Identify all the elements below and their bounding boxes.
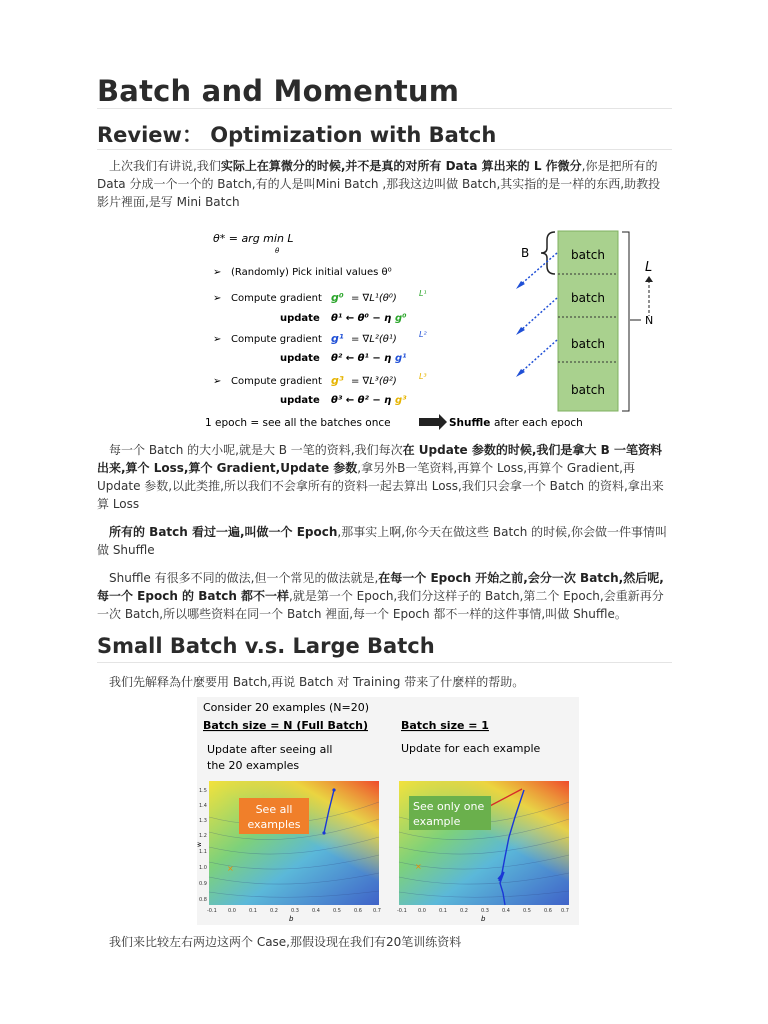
right-xticks — [397, 908, 569, 914]
svg-text:1.2: 1.2 — [199, 833, 207, 839]
bullet-arrow-icon: ➢ — [213, 293, 222, 304]
batch-label-1: batch — [571, 248, 605, 262]
left-xlabel: b — [289, 915, 294, 923]
right-title: Batch size = 1 — [401, 719, 489, 732]
callout-left-line1: See all — [255, 803, 293, 816]
bullet-arrow-icon: ➢ — [213, 376, 222, 387]
batch-label-3: batch — [571, 337, 605, 351]
svg-text:update: update — [280, 395, 320, 406]
svg-text:0.5: 0.5 — [523, 908, 531, 914]
svg-text:update: update — [280, 313, 320, 324]
paragraph-review-4: Shuffle 有很多不同的做法,但一个常见的做法就是,在每一个 Epoch 开始之前,会分一次 Batch,然后呢,每一个 Epoch 的 Batch 都不一样,就是第一个 Epoch,我们分这样子的 Batch,第二个 Epoch,会重新再分一次 Batch,所以哪些资料在同一个 Batch 裡面,每一个 Epoch 都不一样的这件事情,叫做 Shuffle。 — [97, 571, 664, 621]
svg-text:g⁰: g⁰ — [395, 313, 407, 324]
svg-text:-0.1: -0.1 — [207, 908, 217, 914]
loss-label: L — [645, 260, 653, 275]
arrow-right-icon — [419, 414, 447, 430]
svg-text:0.2: 0.2 — [270, 908, 278, 914]
svg-text:L²: L² — [419, 330, 427, 339]
svg-text:1.5: 1.5 — [199, 788, 207, 794]
paragraph-review-1: 上次我们有讲说,我们实际上在算微分的时候,并不是真的对所有 Data 算出来的 L 作微分,你是把所有的 Data 分成一个一个的 Batch,有的人是叫Mini Batch ,那我这边叫做 Batch,其实指的是一样的东西,助教投影片裡面,是写 Mini Batch — [97, 159, 661, 209]
step-compute-1 — [213, 330, 427, 364]
title-divider — [97, 108, 672, 109]
svg-text:update: update — [280, 353, 320, 364]
svg-text:1.4: 1.4 — [199, 803, 207, 809]
section-divider — [97, 662, 672, 663]
svg-text:= ∇L²(θ¹): = ∇L²(θ¹) — [351, 334, 397, 345]
svg-text:0.8: 0.8 — [199, 897, 207, 903]
svg-text:0.1: 0.1 — [439, 908, 447, 914]
arrow-up-icon — [645, 276, 653, 282]
svg-text:= ∇L³(θ²): = ∇L³(θ²) — [351, 376, 397, 387]
svg-text:0.7: 0.7 — [561, 908, 569, 914]
step-initial: (Randomly) Pick initial values θ⁰ — [231, 267, 392, 278]
formula-argmin: θ* = arg min L — [213, 232, 294, 245]
step-compute-0 — [213, 289, 427, 324]
section-divider — [97, 149, 672, 150]
svg-text:0.6: 0.6 — [544, 908, 552, 914]
svg-text:θ² ← θ¹ − η: θ² ← θ¹ − η — [331, 353, 392, 364]
n-label: N — [645, 314, 654, 327]
callout-left-line2: examples — [247, 818, 301, 831]
left-desc-1: Update after seeing all — [207, 743, 333, 756]
svg-text:θ¹ ← θ⁰ − η: θ¹ ← θ⁰ − η — [331, 313, 392, 324]
svg-text:0.6: 0.6 — [354, 908, 362, 914]
svg-text:0.9: 0.9 — [199, 881, 207, 887]
batch-label-2: batch — [571, 291, 605, 305]
svg-text:1.1: 1.1 — [199, 849, 207, 855]
svg-text:g¹: g¹ — [395, 353, 407, 364]
svg-text:-0.1: -0.1 — [397, 908, 407, 914]
svg-text:L¹: L¹ — [419, 289, 427, 298]
paragraph-review-3: 所有的 Batch 看过一遍,叫做一个 Epoch,那事实上啊,你今天在做这些 Batch 的时候,你会做一件事情叫做 Shuffle — [97, 525, 667, 557]
svg-text:Compute gradient: Compute gradient — [231, 293, 322, 304]
step-compute-2 — [213, 372, 427, 406]
shuffle-rest: after each epoch — [494, 417, 583, 429]
svg-text:g³: g³ — [395, 395, 407, 406]
consider-text: Consider 20 examples (N=20) — [203, 701, 370, 714]
svg-text:0.7: 0.7 — [373, 908, 381, 914]
shuffle-bold: Shuffle — [449, 417, 491, 429]
svg-text:g¹: g¹ — [331, 332, 344, 345]
batch-label-4: batch — [571, 383, 605, 397]
section-heading-small-large: Small Batch v.s. Large Batch — [97, 634, 435, 658]
optimum-marker: × — [227, 864, 234, 873]
svg-text:g³: g³ — [331, 374, 344, 387]
svg-text:Compute gradient: Compute gradient — [231, 376, 322, 387]
optimization-batch-figure — [205, 226, 675, 434]
svg-text:1.0: 1.0 — [199, 865, 207, 871]
left-desc-2: the 20 examples — [207, 759, 300, 772]
right-xlabel: b — [481, 915, 486, 923]
bullet-arrow-icon: ➢ — [213, 334, 222, 345]
bullet-arrow-icon: ➢ — [213, 267, 222, 278]
left-xticks — [207, 908, 381, 914]
svg-text:0.5: 0.5 — [333, 908, 341, 914]
left-contour-plot — [196, 781, 381, 923]
svg-text:0.3: 0.3 — [481, 908, 489, 914]
batch-arrows — [519, 253, 557, 374]
svg-text:0.0: 0.0 — [228, 908, 236, 914]
svg-text:0.4: 0.4 — [312, 908, 320, 914]
svg-text:0.1: 0.1 — [249, 908, 257, 914]
optimum-marker: × — [415, 862, 422, 871]
right-desc: Update for each example — [401, 742, 541, 755]
arrowhead-icons — [516, 281, 525, 377]
paragraph-compare: 我们来比较左右两边这两个 Case,那假设现在我们有20笔训练资料 — [109, 935, 462, 949]
paragraph-batch-intro: 我们先解释為什麼要用 Batch,再说 Batch 对 Training 带来了什麼样的帮助。 — [109, 675, 525, 689]
svg-text:Compute gradient: Compute gradient — [231, 334, 322, 345]
right-contour-plot — [397, 781, 569, 923]
paragraph-review-2: 每一个 Batch 的大小呢,就是大 B 一笔的资料,我们每次在 Update 参数的时候,我们是拿大 B 一笔资料出来,算个 Loss,算个 Gradient,Update 参数,拿另外B一笔资料,再算个 Loss,再算个 Gradient,再 Update 参数,以此类推,所以我们不会拿所有的资料一起去算出 Loss,我们只会拿一个 Batch 的资料,拿出来算 Loss — [97, 443, 664, 511]
batch-size-figure — [193, 697, 579, 925]
epoch-definition: 1 epoch = see all the batches once — [205, 417, 391, 429]
svg-text:0.2: 0.2 — [460, 908, 468, 914]
bracket-icon — [622, 232, 629, 411]
batch-size-label: B — [521, 246, 530, 260]
svg-text:1.3: 1.3 — [199, 818, 207, 824]
svg-text:0.4: 0.4 — [502, 908, 510, 914]
svg-text:θ³ ← θ² − η: θ³ ← θ² − η — [331, 395, 392, 406]
callout-right-line2: example — [413, 815, 461, 828]
svg-text:g⁰: g⁰ — [331, 291, 344, 304]
svg-text:0.0: 0.0 — [418, 908, 426, 914]
svg-text:L³: L³ — [419, 372, 427, 381]
left-ylabel: w — [196, 842, 203, 847]
page-title: Batch and Momentum — [97, 74, 460, 108]
section-heading-review: Review： Optimization with Batch — [97, 123, 497, 147]
brace-icon — [541, 232, 555, 274]
callout-right-line1: See only one — [413, 800, 485, 813]
left-title: Batch size = N (Full Batch) — [203, 719, 368, 732]
svg-text:0.3: 0.3 — [291, 908, 299, 914]
formula-sub: θ — [275, 247, 280, 255]
svg-text:= ∇L¹(θ⁰): = ∇L¹(θ⁰) — [351, 293, 397, 304]
